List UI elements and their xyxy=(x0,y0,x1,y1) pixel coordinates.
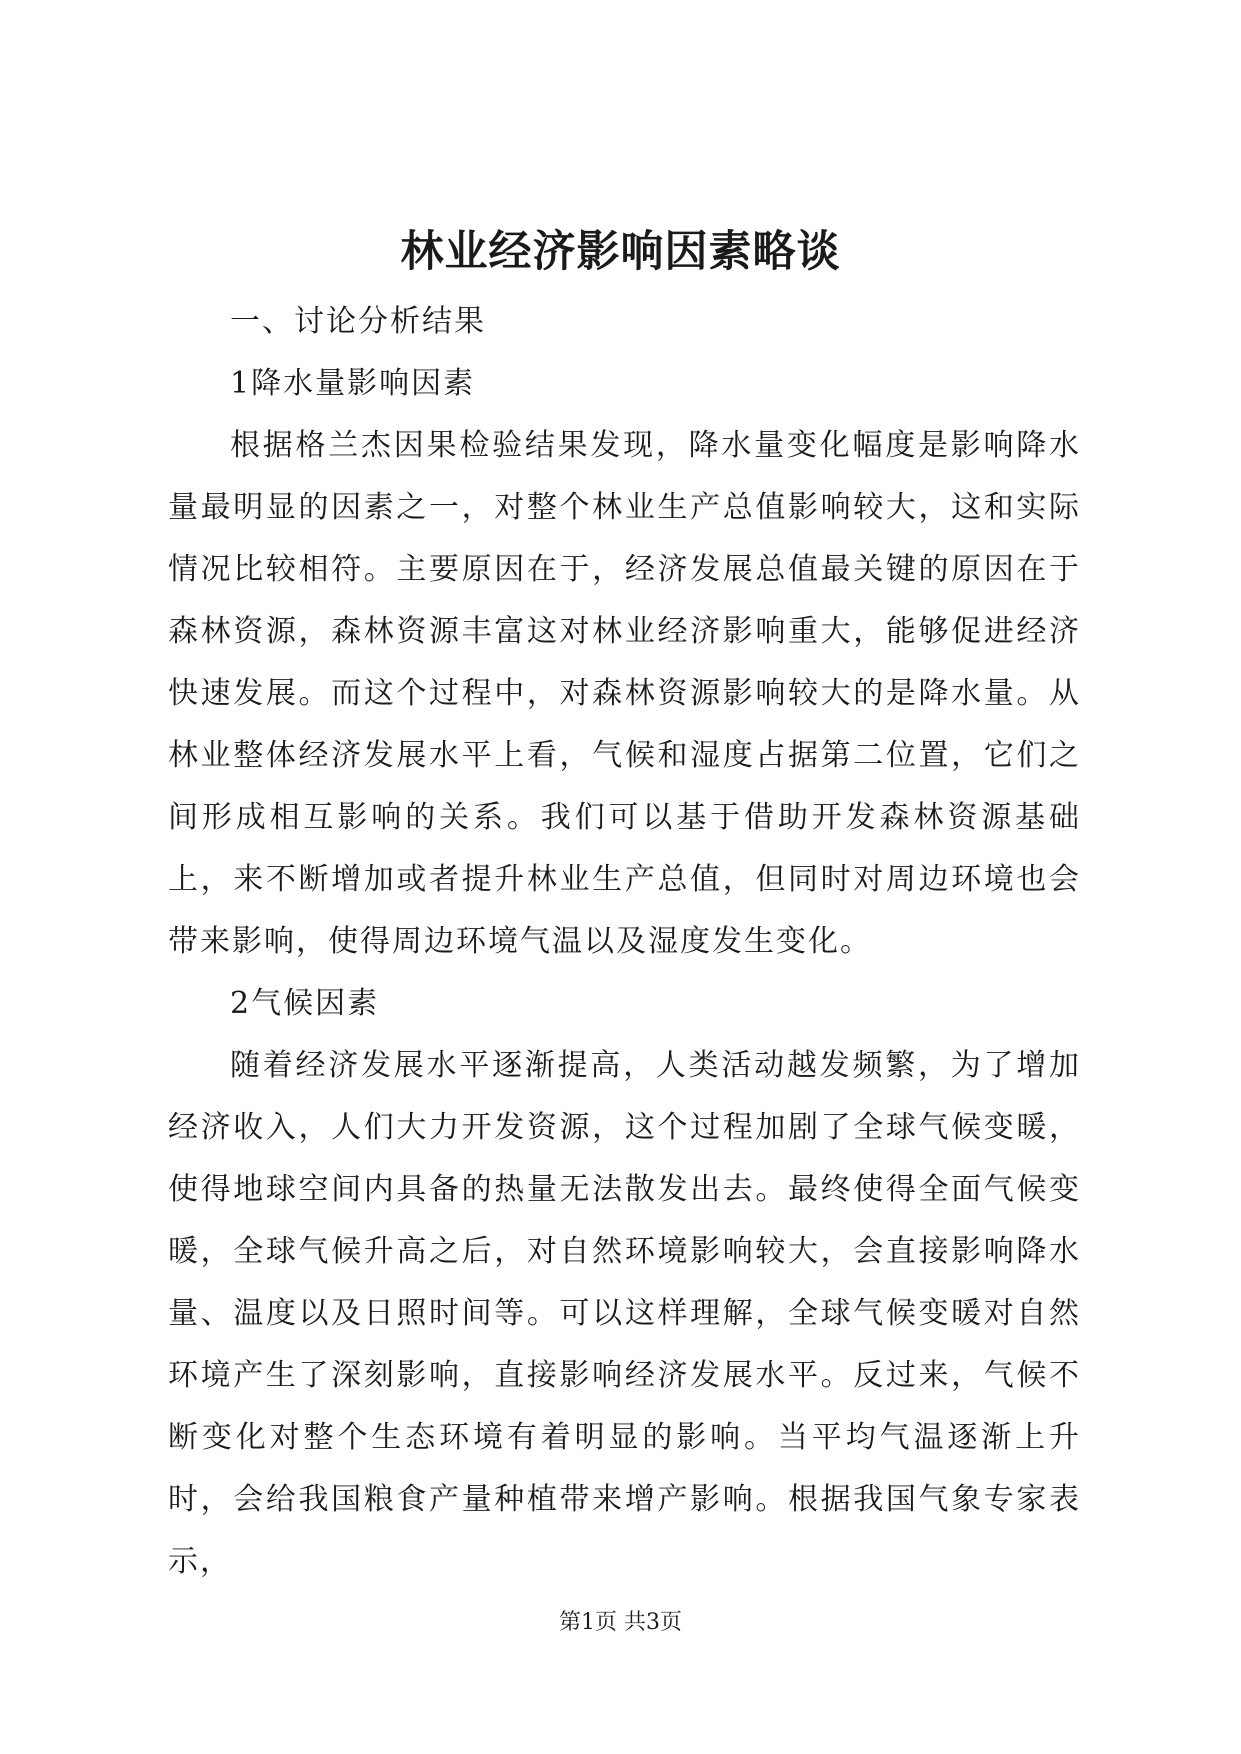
subsection-heading-climate: 2气候因素 xyxy=(230,986,380,1021)
document-title: 林业经济影响因素略谈 xyxy=(400,227,841,277)
paragraph-precipitation: 根据格兰杰因果检验结果发现，降水量变化幅度是影响降水量最明显的因素之一，对整个林业生产总值影响较大，这和实际情况比较相符。主要原因在于，经济发展总值最关键的原因在于森林资源，森林资源丰富这对林业经济影响重大，能够促进经济快速发展。而这个过程中，对森林资源影响较大的是降水量。从林业整体经济发展水平上看，气候和湿度占据第二位置，它们之间形成相互影响的关系。我们可以基于借助开发森林资源基础上，来不断增加或者提升林业生产总值，但同时对周边环境也会带来影响，使得周边环境气温以及湿度发生变化。 xyxy=(168,428,1081,959)
subsection-heading-precipitation: 1降水量影响因素 xyxy=(230,366,476,401)
section-heading: 一、讨论分析结果 xyxy=(230,304,486,339)
paragraph-climate: 随着经济发展水平逐渐提高，人类活动越发频繁，为了增加经济收入，人们大力开发资源，这个过程加剧了全球气候变暖，使得地球空间内具备的热量无法散发出去。最终使得全面气候变暖，全球气候升高之后，对自然环境影响较大，会直接影响降水量、温度以及日照时间等。可以这样理解，全球气候变暖对自然环境产生了深刻影响，直接影响经济发展水平。反过来，气候不断变化对整个生态环境有着明显的影响。当平均气温逐渐上升时，会给我国粮食产量种植带来增产影响。根据我国气象专家表示， xyxy=(168,1048,1081,1579)
page-number-footer: 第1页 共3页 xyxy=(559,1610,682,1635)
document-body xyxy=(168,291,1081,1593)
